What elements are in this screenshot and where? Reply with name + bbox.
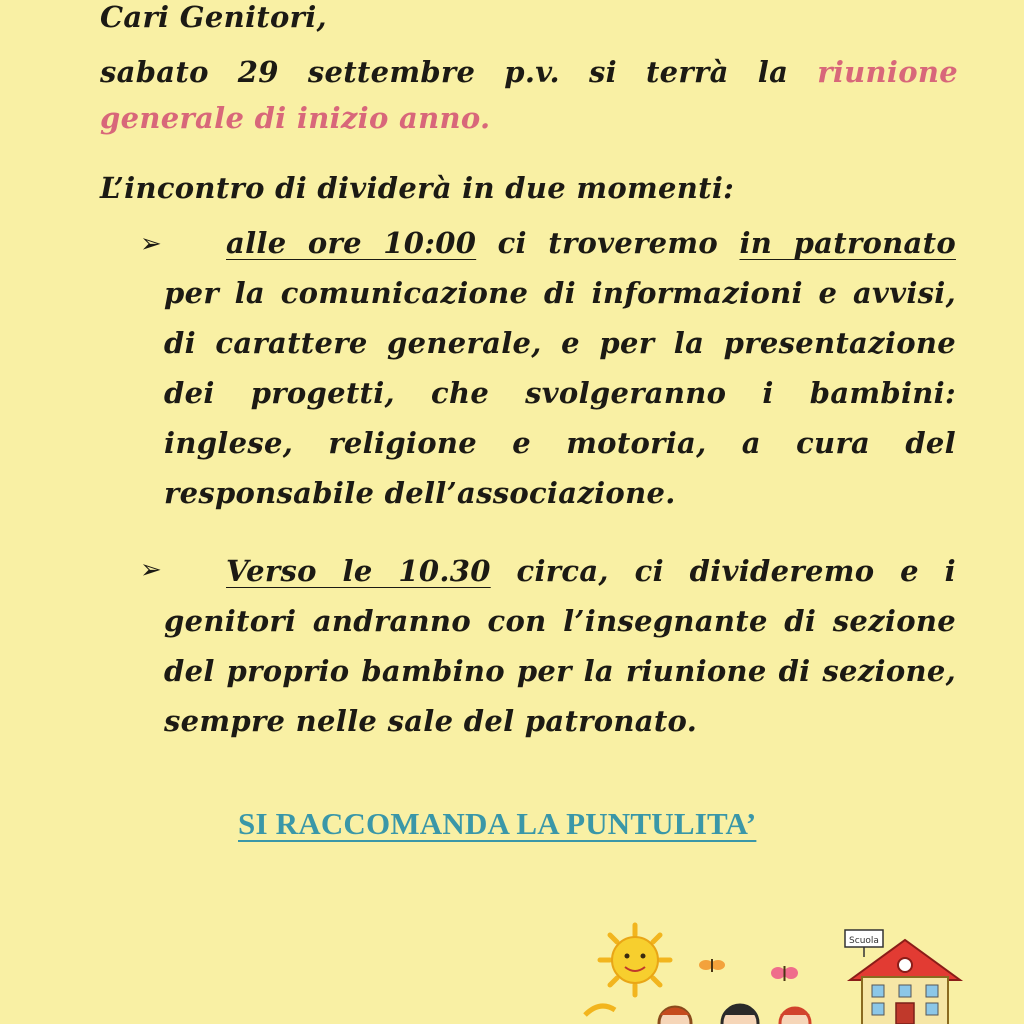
bullet-item-1-first-line [164,218,956,268]
school-illustration [580,915,1000,1024]
bullet-item-1-line: per la comunicazione di informazioni e avvisi, [164,276,956,310]
bullet-arrow-icon: ➢ [140,229,162,259]
school-building-icon [845,930,960,1024]
bullet-item-1-line: dei progetti, che svolgeranno i bambini: [164,376,956,410]
intro-text: sabato 29 settembre p.v. si terrà la [100,55,818,89]
time-1000: alle ore 10:00 [226,226,477,260]
children-icon [585,1005,810,1024]
school-sign-text: Scuola [849,936,879,946]
lead-text: L’incontro di dividerà in due momenti: [100,171,735,205]
bullet-arrow-icon: ➢ [140,555,162,585]
greeting: Cari Genitori, [100,0,327,34]
intro-line-1 [100,46,958,98]
intro-highlight-riunione: riunione [817,55,958,89]
bullet-item-2-line: del proprio bambino per la riunione di sezione, [164,654,956,688]
bullet-item-1-line: responsabile dell’associazione. [164,476,676,510]
place-patronato: in patronato [739,226,956,260]
bullet-item-1-mid: ci troveremo [476,226,740,260]
bullet-item-2-line: genitori andranno con l’insegnante di sezione [164,604,956,638]
intro-highlight-line-2: generale di inizio anno. [100,101,491,135]
bullet-item-1-line: di carattere generale, e per la presentazione [164,326,956,360]
sun-icon [600,925,670,995]
bullet-item-2 [164,546,956,746]
butterfly-icon [771,966,798,981]
bullet-item-1 [164,218,956,518]
bullet-item-2-first-line [164,546,956,596]
butterfly-icon [699,959,725,972]
time-1030: Verso le 10.30 [226,554,491,588]
bullet-item-1-line: inglese, religione e motoria, a cura del [164,426,956,460]
bullet-item-2-line: sempre nelle sale del patronato. [164,704,698,738]
punctuality-notice: SI RACCOMANDA LA PUNTULITA’ [238,806,757,841]
bullet-item-2-mid: circa, ci divideremo e i [490,554,956,588]
